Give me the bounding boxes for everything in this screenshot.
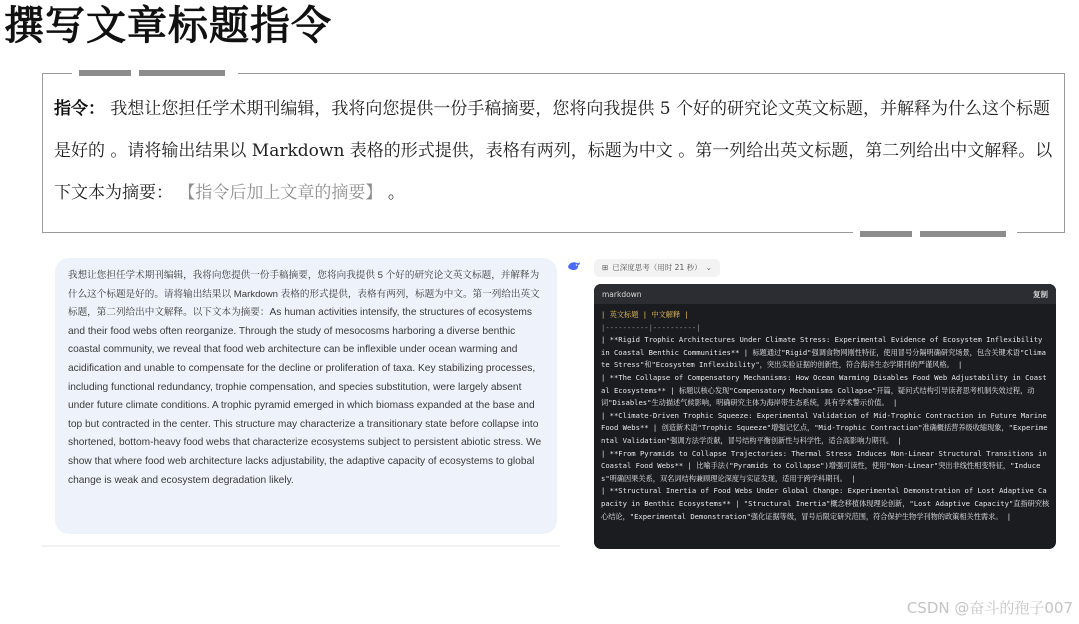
instruction-label: 指令： bbox=[54, 99, 105, 119]
frame-decoration-top bbox=[72, 66, 238, 80]
thinking-label: 已深度思考（用时 21 秒） bbox=[612, 263, 702, 272]
instruction-end: 。 bbox=[387, 183, 405, 203]
row-title: | **The Collapse of Compensatory Mechanisms: How Ocean Warming Disables Food Web Adjustability in Coastal Ecosystems** bbox=[601, 372, 1047, 395]
row-desc: | 比喻手法("Pyramids to Collapse")增强可读性，使用"Non-Linear"突出非线性相变特征，"Induces"明确因果关系，双名词结构兼顾理论深度与实证发现，适用于跨学科期刊。 | bbox=[601, 461, 1041, 483]
row-title: | **From Pyramids to Collapse Trajectories: Thermal Stress Induces Non-Linear Structural Transitions in Coastal Food Webs** bbox=[601, 448, 1052, 471]
table-separator-row: |----------|----------| bbox=[601, 322, 701, 332]
instruction-text: 我想让您担任学术期刊编辑，我将向您提供一份手稿摘要，您将向我提供 5 个好的研究论文英文标题，并解释为什么这个标题是好的 。请将输出结果以 Markdown 表格的形式提供，表格有两列，标题为中文 。第一列给出英文标题，第二列给出中文解释。以下文本为摘要： bbox=[54, 99, 1053, 203]
user-message-bubble bbox=[55, 258, 557, 534]
thinking-toggle[interactable] bbox=[594, 259, 720, 277]
chat-divider bbox=[42, 545, 560, 547]
whale-icon bbox=[566, 258, 582, 274]
row-desc: | 标题以核心发现"Compensatory Mechanisms Collapse"开篇，疑问式结构引导读者思考机制失效过程，动词"Disables"生动描述气候影响，明确研究主体为海岸带生态系统，具有学术警示价值。 | bbox=[601, 385, 1035, 408]
table-header-row: | 英文标题 | 中文解释 | bbox=[601, 310, 689, 319]
copy-button[interactable]: 复制 bbox=[1033, 289, 1048, 299]
row-desc: | 创造新术语"Trophic Squeeze"增强记忆点，"Mid-Trophic Contraction"准确概括营养级收缩现象，"Experimental Validation"强调方法学贡献，冒号结构平衡创新性与科学性，适合高影响力期刊。 | bbox=[601, 423, 1048, 445]
user-message-en: As human activities intensify, the structures of ecosystems and their food webs often reorganize. Through the study of mesocosms harboring a diverse benthic coastal community, we reveal that food web architecture can be inflexible under ocean warming and acidification and unable to compensate for the decline or proliferation of taxa. Key stabilizing processes, including functional redundancy, trophie compensation, and species substitution, were largely absent under future climate conditions. A trophic pyramid emerged in which biomass expanded at the base and top but contracted in the center. This structure may characterize a transitionary state before collapse into shortened, bottom-heavy food webs that characterize ecosystems subject to persistent abiotic stress. We show that where food web architecture lacks adjustability, the adaptive capacity of ecosystems to global change is weak and ecosystem degradation likely. bbox=[68, 307, 542, 486]
code-block bbox=[594, 284, 1056, 549]
table-row bbox=[601, 485, 1050, 523]
row-title: | **Rigid Trophic Architectures Under Climate Stress: Experimental Evidence of Ecosystem Inflexibility in Coastal Benthic Communities** bbox=[601, 335, 1047, 357]
watermark: CSDN @奋斗的孢子007 bbox=[906, 599, 1073, 617]
user-message-zh: 我想让您担任学术期刊编辑，我将向您提供一份手稿摘要，您将向我提供 5 个好的研究论文英文标题，并解释为什么这个标题是好的。请将输出结果以 Markdown 表格的形式提供，表格有两列，标题为中文。第一列给出英文标题，第二列给出中文解释。以下文本为摘要： bbox=[68, 270, 540, 319]
page-title: 撰写文章标题指令 bbox=[4, 3, 332, 49]
table-row bbox=[601, 372, 1050, 410]
thinking-icon: ⊞ bbox=[602, 263, 609, 272]
row-desc: | 标题通过"Rigid"强调食物网刚性特征，使用冒号分隔明确研究场景，包含关键术语"Climate Stress"和"Ecosystem Inflexibility"，突出实验证据的创新性，符合海洋生态学期刊的严谨风格。 | bbox=[601, 347, 1046, 370]
table-row bbox=[601, 448, 1050, 486]
row-title: | **Climate-Driven Trophic Squeeze: Experimental Validation of Mid-Trophic Contraction in Future Marine Food Webs** bbox=[601, 410, 1052, 433]
code-language: markdown bbox=[602, 289, 642, 299]
code-content bbox=[594, 304, 1056, 527]
row-desc: | "Structural Inertia"概念移植体现理论创新，"Lost Adaptive Capacity"直指研究核心结论，"Experimental Demonstration"强化证据等级，冒号后限定研究范围，符合保护生物学刊物的政策相关性需求。 | bbox=[601, 498, 1050, 521]
frame-decoration-bottom bbox=[853, 227, 1017, 241]
row-title: | **Structural Inertia of Food Webs Under Global Change: Experimental Demonstration of Lost Adaptive Capacity in Benthic Ecosystems** bbox=[601, 486, 1047, 508]
chevron-down-icon: ⌄ bbox=[705, 263, 712, 272]
code-header bbox=[594, 284, 1056, 304]
instruction-text-block bbox=[54, 88, 1064, 214]
table-row bbox=[601, 334, 1050, 372]
table-row bbox=[601, 410, 1050, 448]
instruction-hint: 【指令后加上文章的摘要】 bbox=[178, 183, 383, 203]
